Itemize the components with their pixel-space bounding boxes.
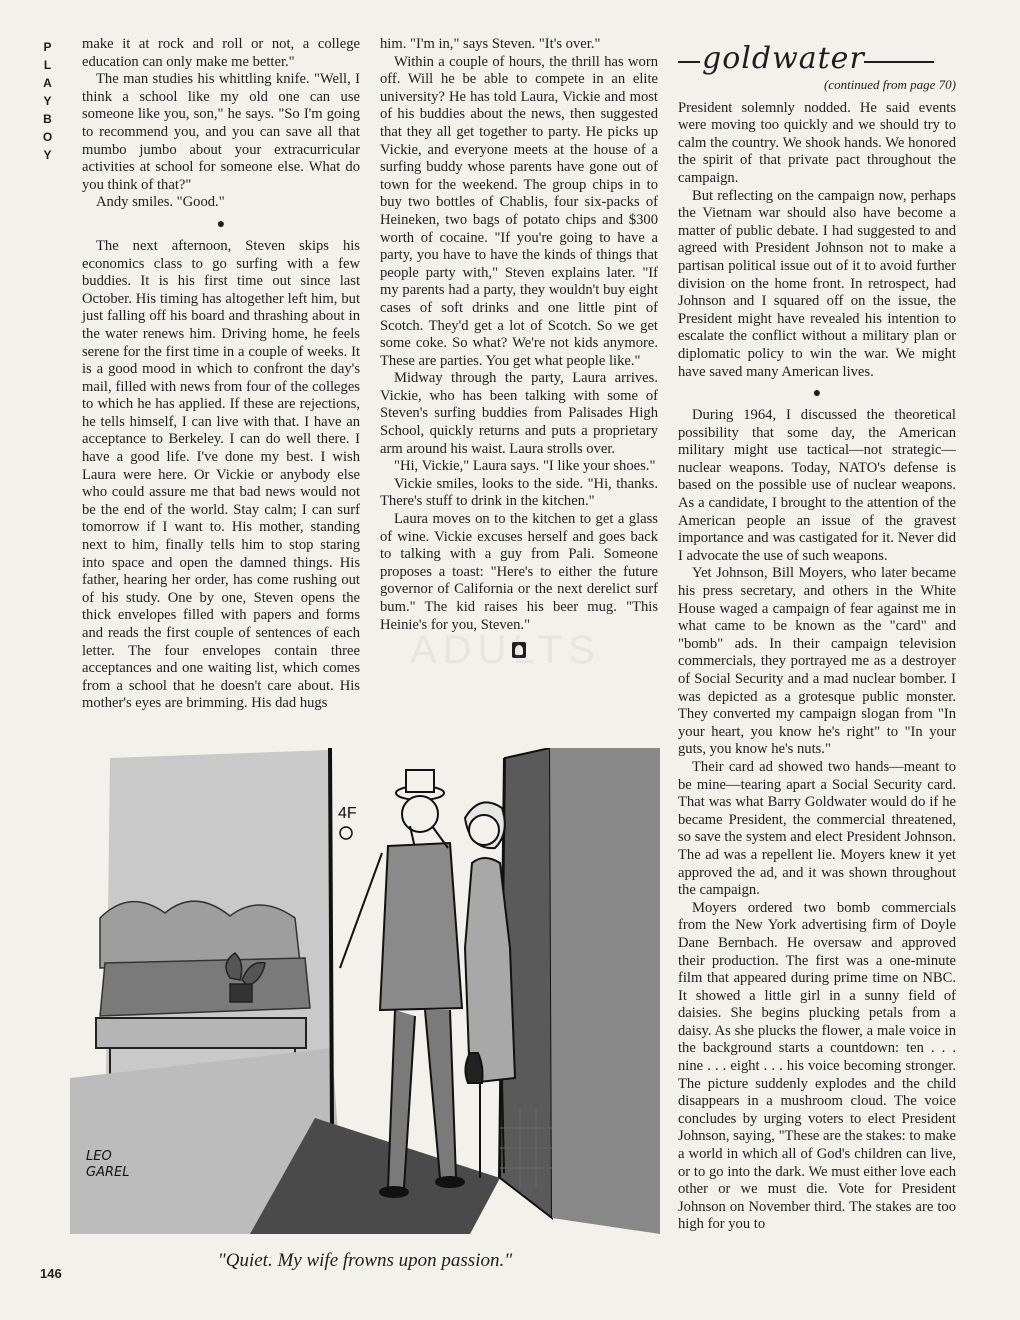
door-number: 4F bbox=[338, 805, 357, 822]
spine-letter: O bbox=[42, 130, 54, 144]
sofa-cushions bbox=[100, 901, 310, 1016]
spine-letter: L bbox=[43, 58, 53, 72]
cartoon-illustration bbox=[70, 748, 660, 1234]
paragraph: The man studies his whittling knife. "Well, I think a school like my old one can use someone like you, son," he says. "So I'm going to recommend you, and you can save all that mumbo jumbo about your extracurricular activities at school for someone else. What do you think of that?" bbox=[82, 71, 360, 193]
paragraph: Midway through the party, Laura arrives. Vickie, who has been talking with some of Steven's surfing buddies from Palisades High School, quickly returns and puts a proprietary arm around his waist. Laura strolls over. bbox=[380, 370, 658, 457]
paragraph: Their card ad showed two hands—meant to be mine—tearing apart a Social Security card. That was what Barry Goldwater would do if he became President, the commercial threatened, so save the system and elect President Johnson. The ad was a repellent lie. Moyers knew it yet approved the ad, and it was shown throughout the campaign. bbox=[678, 758, 956, 899]
rabbit-head-end-mark-icon bbox=[512, 642, 526, 658]
paragraph: "Hi, Vickie," Laura says. "I like your shoes." bbox=[394, 458, 656, 475]
paragraph: Within a couple of hours, the thrill has worn off. Will he be able to compete in an elite university? He has told Laura, Vickie and most of his buddies about the news, then suggested that they all get together to party. He picks up Vickie, and everyone meets at the house of a surfing buddy whose parents have gone out of town for the weekend. The group chips in to buy two bottles of Chablis, four six-packs of Heineken, two bags of potato chips and $300 worth of cocaine. "If you're going to have a party, you have to have the kinds of things that people party with," Steven explains later. "If my parents had a party, they wouldn't buy eight cases of soft drinks and one little pint of Scotch. They'd get a lot of Scotch. So we get some coke. So what? We're not kids anymore. These are parties. You get what people like." bbox=[380, 53, 658, 369]
paragraph: Yet Johnson, Bill Moyers, who later became his press secretary, and others in the White House waged a campaign of fear against me in what came to be known as the "card" and "bomb" ads. In their campaign television commercials, they portrayed me as a destroyer of Social Security and a mad nuclear bomber. I was depicted as a grotesque public monster. They converted my campaign slogan from "In your heart, you know he's right" to "In your guts, you know he's nuts." bbox=[678, 565, 956, 758]
article-column-3 bbox=[678, 41, 956, 1234]
cartoon-caption: "Quiet. My wife frowns upon passion." bbox=[217, 1250, 513, 1271]
spine-letter: A bbox=[43, 76, 53, 90]
watermark: ADULTS bbox=[410, 628, 601, 672]
paragraph: But reflecting on the campaign now, perhaps the Vietnam war should also have become a matter of public debate. I had suggested to and agreed with President Johnson not to make a partisan political issue out of it to avoid further division on the home front. In retrospect, had Johnson and I squared off on the issue, the President might have revealed his intention to escalate the conflict without a military plan or diplomatic policy to win the war. We might have saved many American lives. bbox=[678, 187, 956, 380]
continued-article-heading: goldwater bbox=[678, 44, 956, 74]
paragraph: make it at rock and roll or not, a college education can only make me better." bbox=[82, 36, 360, 70]
spine-letter: Y bbox=[43, 94, 53, 108]
article-column-1 bbox=[82, 36, 360, 713]
paragraph: him. "I'm in," says Steven. "It's over." bbox=[380, 36, 601, 52]
paragraph: Moyers ordered two bomb commercials from the New York advertising firm of Doyle Dane Bernbach. He oversaw and approved their production. The first was a one-minute film that appeared during prime time on NBC. It showed a little girl in a sunny field of daisies. She begins plucking petals from a daisy. As she plucks the flower, a male voice in the background starts a countdown: ten . . . nine . . . eight . . . his voice becoming stronger. The picture suddenly explodes and the child disappears in a mushroom cloud. The voice concludes by urging voters to elect President Johnson, saying, "These are the stakes: to make a world in which all of God's children can live, or to go into the dark. We must either love each other or we must die. Vote for President Johnson on November third. The stakes are too high for you to bbox=[678, 899, 956, 1233]
paragraph: President solemnly nodded. He said events were moving too quickly and we should try to calm the country. We shook hands. We honored the spirit of that private pact throughout the campaign. bbox=[678, 99, 956, 186]
paragraph: Andy smiles. "Good." bbox=[96, 194, 225, 211]
page-number: 146 bbox=[40, 1266, 62, 1281]
magazine-spine bbox=[38, 40, 58, 162]
section-break-dot: ● bbox=[216, 216, 226, 232]
paragraph: The next afternoon, Steven skips his economics class to go surfing with a few buddies. It is his first time out since last October. His timing has altogether left him, but just falling off his board and thrashing about in the water renews him. Driving home, he feels serene for the first time in a couple of weeks. It is a good mood in which to confront the day's mail, filled with news from four of the colleges to which he has applied. If these are rejections, he tells himself, I can live with that. I have an acceptance to Berkeley. I can do well there. I have a good life. I've done my best. I wish Laura were here. Or Vickie or anybody else who could assure me that bad news would not be the end of the world. Stay calm; I can surf tomorrow if I want to. His mother, standing next to him, finally tells him to stop staring into space and open the damned things. His father, hearing her order, has come rushing out of his study. One by one, Steven opens the thick envelopes filled with papers and forms and reads the first couple of sentences of each letter. The four envelopes contain three acceptances and one waiting list, which comes from a school that he doesn't care about. His mother's eyes are brimming. His dad hugs bbox=[82, 237, 360, 712]
artist-signature: LEO bbox=[86, 1149, 112, 1164]
hallway bbox=[550, 748, 660, 1234]
paragraph: During 1964, I discussed the theoretical possibility that some day, the American military might use tactical—not strategic—nuclear weapons. Today, NATO's defense is based on the possible use of nuclear weapons. As a candidate, I brought to the attention of the American people an issue of the gravest importance and was castigated for it. Never did I advocate the use of such weapons. bbox=[678, 407, 956, 564]
spine-letter: P bbox=[43, 40, 53, 54]
paragraph: Laura moves on to the kitchen to get a glass of wine. Vickie excuses herself and goes back to talking with a guy from Pali. Someone proposes a toast: "Here's to either the future governor of California or the next derelict surf bum." The kid raises his beer mug. "This Heinie's for you, Steven." bbox=[380, 511, 658, 633]
continued-from-note: (continued from page 70) bbox=[823, 77, 956, 92]
article-column-2 bbox=[380, 36, 658, 658]
section-break-dot: ● bbox=[812, 386, 822, 402]
spine-letter: Y bbox=[43, 148, 53, 162]
spine-letter: B bbox=[43, 112, 53, 126]
artist-signature: GAREL bbox=[86, 1165, 130, 1180]
paragraph: Vickie smiles, looks to the side. "Hi, thanks. There's stuff to drink in the kitchen." bbox=[380, 475, 658, 510]
